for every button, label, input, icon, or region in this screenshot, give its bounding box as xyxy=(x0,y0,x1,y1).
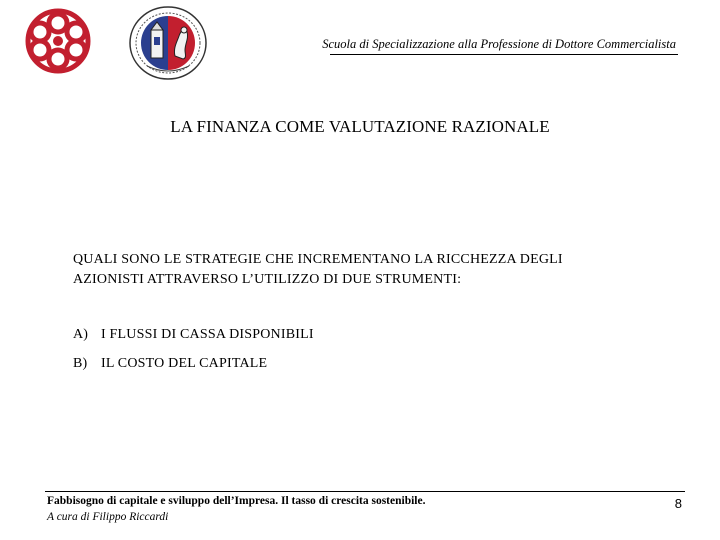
intro-question xyxy=(73,250,673,290)
list-item-text: I FLUSSI DI CASSA DISPONIBILI xyxy=(101,327,314,342)
header-divider xyxy=(330,54,678,55)
list-item-marker: A) xyxy=(73,327,89,342)
list-item xyxy=(73,327,314,343)
university-seal-icon xyxy=(127,4,209,82)
intro-line-1: QUALI SONO LE STRATEGIE CHE INCREMENTANO LA RICCHEZZA DEGLI xyxy=(73,252,563,267)
footer-course-title: Fabbisogno di capitale e sviluppo dell’Impresa. Il tasso di crescita sostenibile. xyxy=(47,495,426,507)
slide-title: LA FINANZA COME VALUTAZIONE RAZIONALE xyxy=(170,117,550,136)
list-item-marker: B) xyxy=(73,356,88,371)
school-name: Scuola di Specializzazione alla Professione di Dottore Commercialista xyxy=(322,37,676,51)
list-item xyxy=(73,356,267,372)
footer-divider xyxy=(45,491,685,492)
list-item-text: IL COSTO DEL CAPITALE xyxy=(101,356,268,371)
footer-author: A cura di Filippo Riccardi xyxy=(47,511,169,523)
intro-line-2: AZIONISTI ATTRAVERSO L’UTILIZZO DI DUE STRUMENTI: xyxy=(73,272,462,287)
red-knot-emblem-icon xyxy=(18,6,98,76)
page-number: 8 xyxy=(674,496,682,511)
